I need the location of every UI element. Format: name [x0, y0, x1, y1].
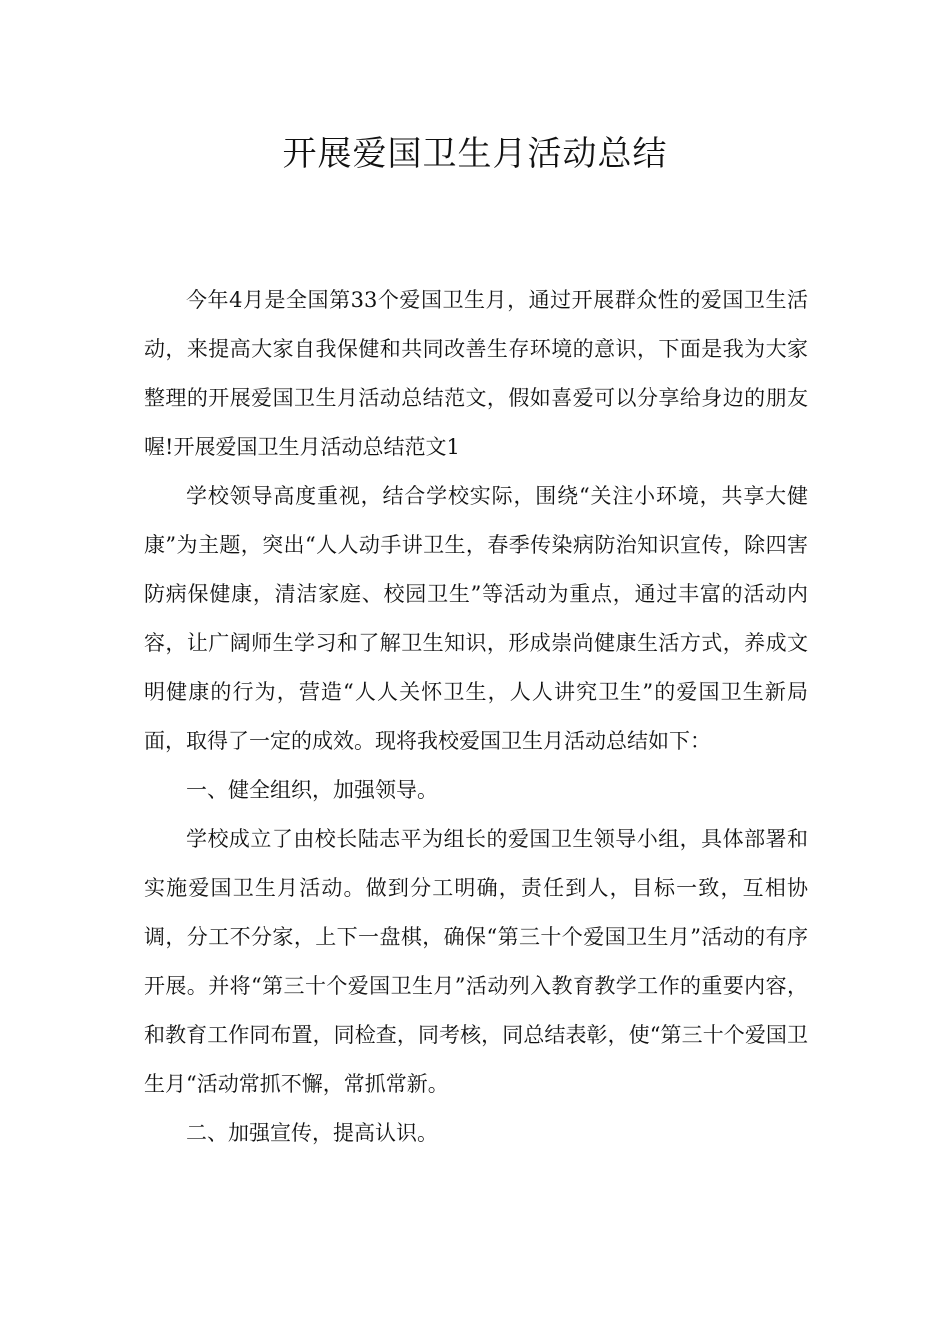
paragraph-organization: 学校成立了由校长陆志平为组长的爱国卫生领导小组，具体部署和实施爱国卫生月活动。做到分工明确，责任到人，目标一致，互相协调，分工不分家，上下一盘棋，确保“第三十个爱国卫生月”活动的有序开展。并将“第三十个爱国卫生月”活动列入教育教学工作的重要内容，和教育工作同布置，同检查，同考核，同总结表彰，使“第三十个爱国卫生月“活动常抓不懈，常抓常新。 — [144, 827, 808, 1096]
paragraph-overview: 学校领导高度重视，结合学校实际，围绕“关注小环境，共享大健康”为主题，突出“人人动手讲卫生，春季传染病防治知识宣传，除四害防病保健康，清洁家庭、校园卫生”等活动为重点，通过丰富的活动内容，让广阔师生学习和了解卫生知识，形成崇尚健康生活方式，养成文明健康的行为，营造“人人关怀卫生，人人讲究卫生”的爱国卫生新局面，取得了一定的成效。现将我校爱国卫生月活动总结如下： — [144, 484, 808, 753]
section-heading-organization: 一、健全组织，加强领导。 — [186, 778, 438, 802]
document-body — [144, 276, 808, 1158]
section-heading-publicity: 二、加强宣传，提高认识。 — [186, 1121, 438, 1145]
paragraph-intro: 今年4月是全国第33个爱国卫生月，通过开展群众性的爱国卫生活动，来提高大家自我保健和共同改善生存环境的意识，下面是我为大家整理的开展爱国卫生月活动总结范文，假如喜爱可以分享给身边的朋友喔!开展爱国卫生月活动总结范文1 — [144, 288, 808, 459]
document-title: 开展爱国卫生月活动总结 — [282, 134, 668, 174]
